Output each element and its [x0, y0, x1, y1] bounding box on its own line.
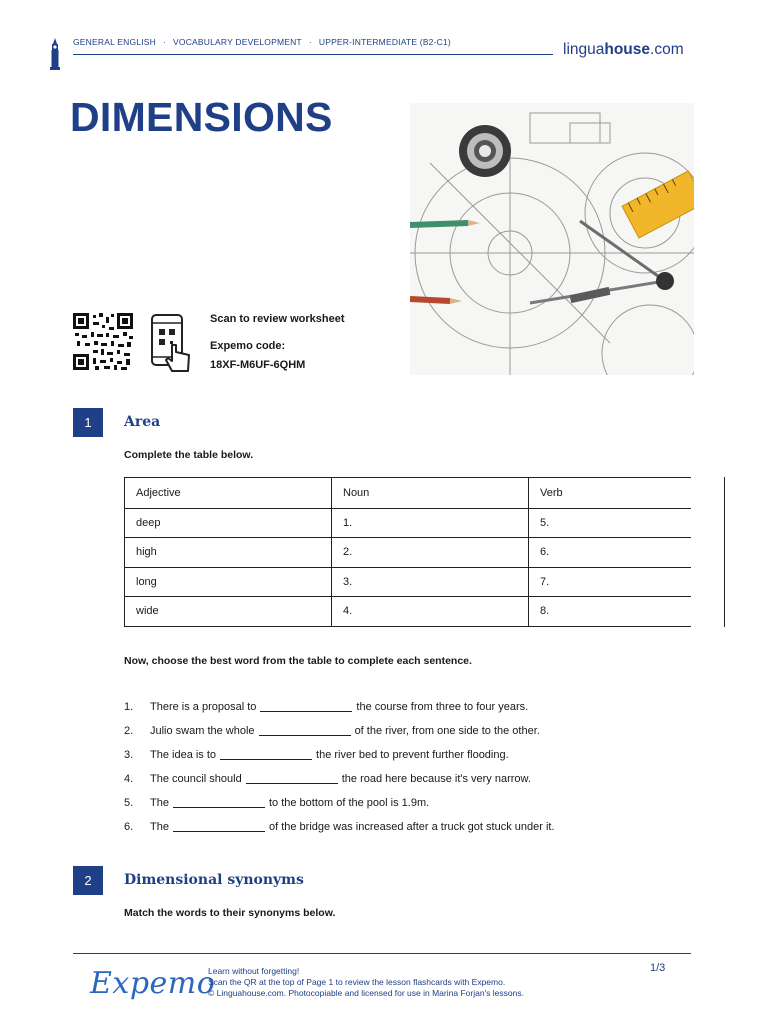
item-number: 5. [124, 797, 134, 809]
scan-instruction: Scan to review worksheet [210, 313, 345, 325]
table-header-row [125, 478, 692, 509]
answer-cell[interactable]: 2. [332, 538, 529, 568]
section-number: 2 [73, 866, 103, 895]
footer-tagline: Learn without forgetting! [208, 966, 300, 976]
section-title: Area [124, 414, 161, 430]
instruction: Complete the table below. [124, 449, 254, 461]
list-item [124, 699, 555, 723]
answer-cell[interactable]: 4. [332, 597, 529, 627]
sentence-start: The idea is to [150, 749, 217, 761]
sentence-start: Julio swam the whole [150, 725, 255, 737]
list-item [124, 795, 555, 819]
footer-qr-note: Scan the QR at the top of Page 1 to review the lesson flashcards with Expemo. [208, 977, 506, 987]
item-number: 3. [124, 749, 134, 761]
table-row [125, 597, 692, 627]
breadcrumb [73, 37, 451, 47]
page-number: 1/3 [650, 962, 666, 974]
column-header: Adjective [125, 478, 332, 509]
answer-blank[interactable] [246, 771, 338, 784]
breadcrumb-separator: · [308, 37, 312, 47]
answer-blank[interactable] [259, 723, 351, 736]
section-number: 1 [73, 408, 103, 437]
qr-code-icon[interactable] [73, 313, 133, 370]
list-item [124, 819, 555, 843]
sentence-end: the river bed to prevent further flooding. [316, 749, 509, 761]
big-ben-icon [48, 38, 62, 70]
header-divider [73, 54, 553, 55]
expemo-code: 18XF-M6UF-6QHM [210, 359, 306, 371]
breadcrumb-separator: · [163, 37, 167, 47]
breadcrumb-item[interactable]: VOCABULARY DEVELOPMENT [173, 37, 302, 47]
item-number: 6. [124, 821, 134, 833]
sentence-start: The [150, 797, 169, 809]
expemo-logo[interactable]: Expemo [90, 966, 216, 1001]
logo-part-house: house [604, 41, 651, 58]
list-item [124, 723, 555, 747]
answer-cell[interactable]: 5. [529, 508, 692, 538]
sentence-start: The [150, 821, 169, 833]
table-cell: wide [125, 597, 332, 627]
sentence-end: of the river, from one side to the other. [354, 725, 540, 737]
linguahouse-logo[interactable] [563, 41, 684, 59]
table-row [125, 567, 692, 597]
sentence-end: to the bottom of the pool is 1.9m. [268, 797, 430, 809]
list-item [124, 747, 555, 771]
word-forms-table [124, 477, 691, 627]
breadcrumb-item[interactable]: UPPER-INTERMEDIATE (B2-C1) [318, 37, 451, 47]
sentence-end: the course from three to four years. [356, 701, 529, 713]
page-edge-rule [724, 477, 725, 627]
table-cell: long [125, 567, 332, 597]
column-header: Verb [529, 478, 692, 509]
section-title: Dimensional synonyms [124, 872, 304, 888]
breadcrumb-item[interactable]: GENERAL ENGLISH [73, 37, 156, 47]
instruction: Now, choose the best word from the table to complete each sentence. [124, 655, 472, 667]
item-number: 4. [124, 773, 134, 785]
technical-drawing-photo [410, 103, 694, 375]
sentence-end: the road here because it's very narrow. [341, 773, 531, 785]
sentence-end: of the bridge was increased after a truck got stuck under it. [268, 821, 555, 833]
sentence-start: There is a proposal to [150, 701, 257, 713]
answer-blank[interactable] [173, 819, 265, 832]
table-cell: high [125, 538, 332, 568]
footer-divider [73, 953, 691, 954]
table-cell: deep [125, 508, 332, 538]
answer-blank[interactable] [260, 699, 352, 712]
logo-part-domain: .com [650, 41, 684, 58]
table-row [125, 538, 692, 568]
instruction: Match the words to their synonyms below. [124, 907, 336, 919]
answer-cell[interactable]: 6. [529, 538, 692, 568]
page-title: DIMENSIONS [70, 94, 333, 140]
item-number: 1. [124, 701, 134, 713]
answer-blank[interactable] [173, 795, 265, 808]
answer-cell[interactable]: 1. [332, 508, 529, 538]
answer-cell[interactable]: 7. [529, 567, 692, 597]
footer-copyright: © Linguahouse.com. Photocopiable and licensed for use in Marina Forjan's lessons. [208, 988, 524, 998]
phone-tap-icon [150, 313, 192, 373]
sentence-start: The council should [150, 773, 242, 785]
answer-blank[interactable] [220, 747, 312, 760]
list-item [124, 771, 555, 795]
footer-text [208, 966, 524, 999]
column-header: Noun [332, 478, 529, 509]
logo-part-lingua: lingua [563, 41, 605, 58]
item-number: 2. [124, 725, 134, 737]
table-row [125, 508, 692, 538]
expemo-code-label: Expemo code: [210, 340, 286, 352]
sentence-list [124, 699, 555, 843]
answer-cell[interactable]: 3. [332, 567, 529, 597]
answer-cell[interactable]: 8. [529, 597, 692, 627]
